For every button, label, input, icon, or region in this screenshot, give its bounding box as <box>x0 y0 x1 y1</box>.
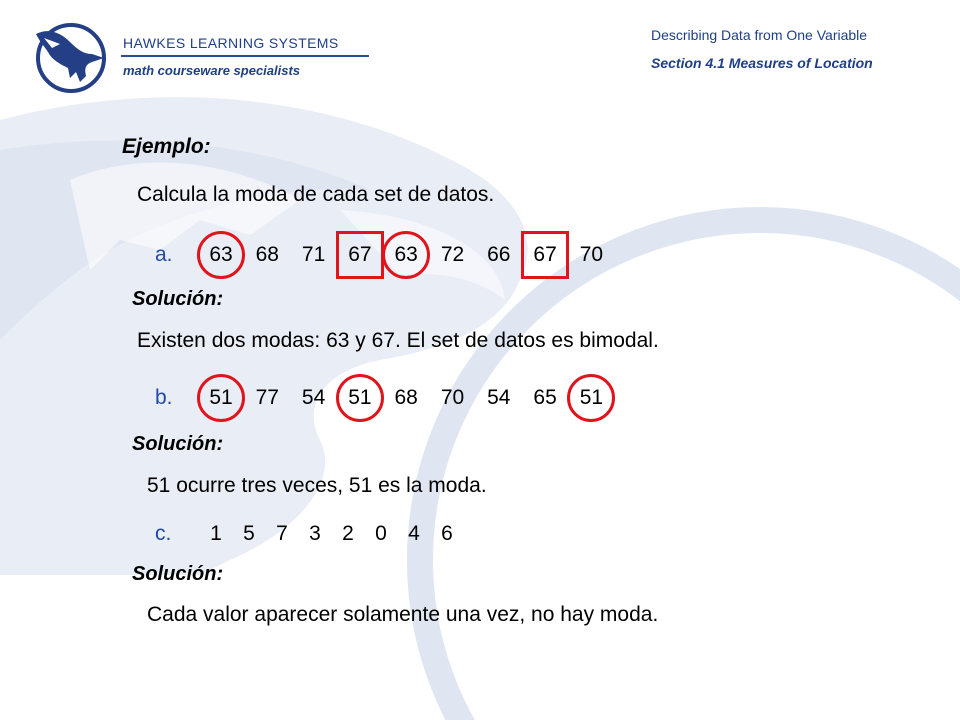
part-c-value-7: 4 <box>408 522 420 545</box>
part-b-value-3: 54 <box>301 386 326 409</box>
company-name: HAWKES LEARNING SYSTEMS <box>123 35 339 51</box>
part-a-solution-heading: Solución: <box>132 288 224 310</box>
part-c-value-8: 6 <box>441 522 453 545</box>
part-a-label: a. <box>155 243 173 266</box>
part-b-value-6: 70 <box>440 386 465 409</box>
part-a-mode-circle-5 <box>382 231 430 279</box>
chapter-title: Describing Data from One Variable <box>651 27 868 43</box>
part-b-solution-heading: Solución: <box>132 433 224 455</box>
part-c-value-1: 1 <box>210 522 222 545</box>
part-a-value-8: 67 <box>533 243 557 266</box>
part-a-value-9: 70 <box>579 243 604 266</box>
example-heading: Ejemplo: <box>122 135 211 158</box>
part-a-value-2: 68 <box>255 243 279 266</box>
part-a-mode-box-8 <box>521 231 569 279</box>
company-tagline: math courseware specialists <box>123 63 301 78</box>
part-b-label: b. <box>155 386 173 409</box>
part-a-value-4: 67 <box>348 243 372 266</box>
header-divider <box>121 55 369 57</box>
hawkes-eagle-logo <box>30 20 112 96</box>
part-c-label: c. <box>155 522 172 545</box>
part-c-value-6: 0 <box>375 522 387 545</box>
part-b-solution-text: 51 ocurre tres veces, 51 es la moda. <box>147 474 487 497</box>
part-b-value-7: 54 <box>487 386 511 409</box>
part-c-value-5: 2 <box>342 522 354 545</box>
part-c-value-2: 5 <box>243 522 255 545</box>
part-c-value-4: 3 <box>309 522 321 545</box>
part-b-value-2: 77 <box>255 386 279 409</box>
part-a-value-5: 63 <box>394 243 418 266</box>
part-c-value-3: 7 <box>276 522 288 545</box>
part-b-value-8: 65 <box>533 386 557 409</box>
part-c-solution-text: Cada valor aparecer solamente una vez, no hay moda. <box>147 603 659 626</box>
part-a-value-7: 66 <box>487 243 511 266</box>
part-a-solution-text: Existen dos modas: 63 y 67. El set de datos es bimodal. <box>137 329 659 352</box>
part-a-value-1: 63 <box>209 243 233 266</box>
part-c-solution-heading: Solución: <box>132 563 224 585</box>
example-prompt: Calcula la moda de cada set de datos. <box>137 183 495 206</box>
part-a-mode-circle-1 <box>197 231 245 279</box>
part-b-mode-circle-4 <box>336 374 384 422</box>
part-b-value-4: 51 <box>348 386 372 409</box>
part-b-value-9: 51 <box>579 386 604 409</box>
part-a-value-3: 71 <box>301 243 326 266</box>
part-b-value-5: 68 <box>394 386 418 409</box>
section-title: Section 4.1 Measures of Location <box>651 55 873 71</box>
part-a-mode-box-4 <box>336 231 384 279</box>
part-a-value-6: 72 <box>440 243 465 266</box>
part-b-value-1: 51 <box>209 386 233 409</box>
part-b-mode-circle-1 <box>197 374 245 422</box>
